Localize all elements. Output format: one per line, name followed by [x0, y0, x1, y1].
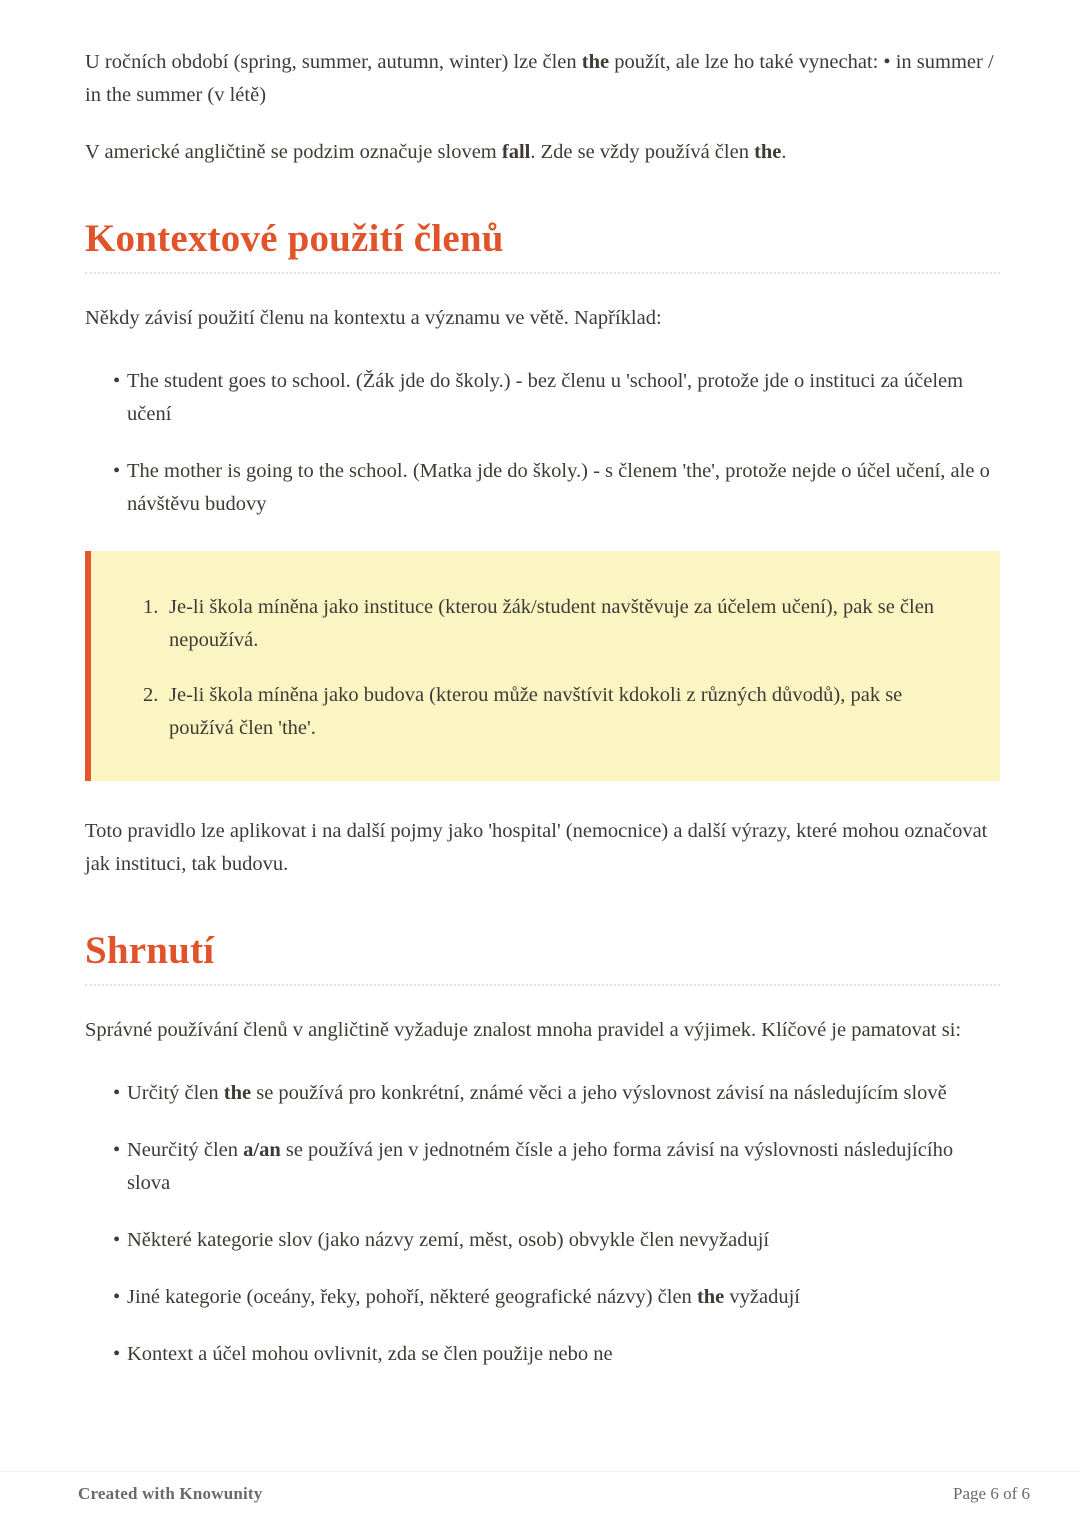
list-item	[85, 1134, 1000, 1200]
list-number: 2.	[143, 683, 159, 706]
note-list-item	[115, 679, 950, 745]
list-item-text: The mother is going to the school. (Matka jde do školy.) - s členem 'the', protože nejde o účel učení, ale o návštěvu budovy	[127, 459, 990, 515]
note-numbered-list	[115, 591, 950, 745]
footer-branding: Created with Knowunity	[78, 1484, 263, 1503]
list-item	[85, 1077, 1000, 1110]
section-heading-summary: Shrnutí	[85, 928, 215, 972]
example-list	[85, 365, 1000, 521]
list-number: 1.	[143, 595, 159, 618]
summary-list	[85, 1077, 1000, 1371]
list-item	[85, 1281, 1000, 1314]
section-heading-context: Kontextové použití členů	[85, 217, 504, 260]
heading-divider	[85, 984, 1000, 986]
note-item-text: Je-li škola míněna jako budova (kterou může navštívit kdokoli z různých důvodů), pak se používá člen 'the'.	[169, 683, 903, 739]
bullet-icon: •	[113, 1285, 121, 1308]
note-item-text: Je-li škola míněna jako instituce (kterou žák/student navštěvuje za účelem učení), pak se člen nepoužívá.	[169, 595, 935, 651]
list-item-text: The student goes to school. (Žák jde do školy.) - bez členu u 'school', protože jde o instituci za účelem učení	[127, 369, 964, 425]
bullet-icon: •	[113, 1342, 121, 1365]
bullet-icon: •	[113, 1081, 121, 1104]
bullet-icon: •	[113, 1228, 121, 1251]
bullet-icon: •	[113, 369, 121, 392]
list-item	[85, 455, 1000, 521]
list-item-text: Kontext a účel mohou ovlivnit, zda se člen použije nebo ne	[127, 1342, 613, 1365]
list-item-text: Určitý člen the se používá pro konkrétní, známé věci a jeho výslovnost závisí na následujícím slově	[127, 1081, 947, 1104]
paragraph-summary-intro: Správné používání členů v angličtině vyžaduje znalost mnoha pravidel a výjimek. Klíčové je pamatovat si:	[85, 1018, 962, 1041]
paragraph-seasons: U ročních období (spring, summer, autumn, winter) lze člen the použít, ale lze ho také vynechat: • in summer / in the summer (v létě)	[85, 51, 994, 106]
list-item	[85, 1224, 1000, 1257]
list-item-text: Neurčitý člen a/an se používá jen v jednotném čísle a jeho forma závisí na výslovnosti následujícího slova	[127, 1138, 954, 1194]
note-box	[85, 551, 1000, 781]
list-item	[85, 365, 1000, 431]
note-list-item	[115, 591, 950, 657]
paragraph-context-intro: Někdy závisí použití členu na kontextu a významu ve větě. Například:	[85, 306, 662, 329]
list-item-text: Jiné kategorie (oceány, řeky, pohoří, některé geografické názvy) člen the vyžadují	[127, 1285, 800, 1308]
heading-divider	[85, 272, 1000, 274]
page-number: Page 6 of 6	[953, 1484, 1030, 1503]
page-footer	[0, 1471, 1080, 1527]
list-item	[85, 1338, 1000, 1371]
list-item-text: Některé kategorie slov (jako názvy zemí, měst, osob) obvykle člen nevyžadují	[127, 1228, 770, 1251]
paragraph-fall: V americké angličtině se podzim označuje slovem fall. Zde se vždy používá člen the.	[85, 141, 787, 163]
bullet-icon: •	[113, 459, 121, 482]
bullet-icon: •	[113, 1138, 121, 1161]
paragraph-context-outro: Toto pravidlo lze aplikovat i na další pojmy jako 'hospital' (nemocnice) a další výrazy, které mohou označovat jak instituci, tak budovu.	[85, 819, 988, 875]
